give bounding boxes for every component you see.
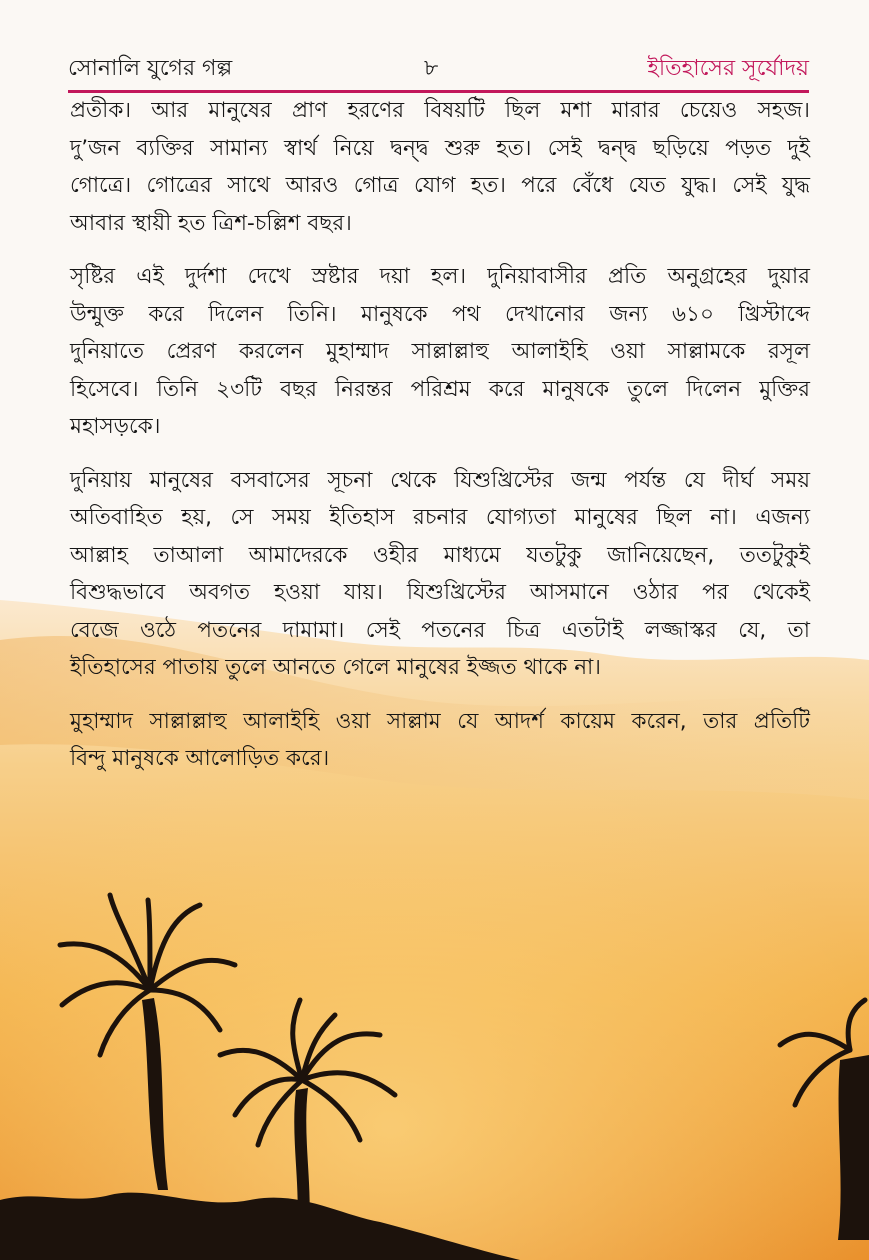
text-line: হিসেবে। তিনি ২৩টি বছর নিরন্তর পরিশ্রম করে মানুষকে তুলে দিলেন মুক্তির	[70, 376, 810, 402]
text-line: দুনিয়াতে প্রেরণ করলেন মুহাম্মাদ সাল্লাল্লাহু আলাইহি ওয়া সাল্লামকে রসূল	[70, 339, 810, 364]
text-line: অতিবাহিত হয়, সে সময় ইতিহাস রচনার যোগ্যতা মানুষের ছিল না। এজন্য	[70, 505, 810, 530]
text-line: প্রতীক। আর মানুষের প্রাণ হরণের বিষয়টি ছিল মশা মারার চেয়েও সহজ।	[70, 98, 810, 123]
text-line: উন্মুক্ত করে দিলেন তিনি। মানুষকে পথ দেখানোর জন্য ৬১০ খ্রিস্টাব্দে	[70, 301, 810, 327]
book-title: সোনালি যুগের গল্প	[68, 56, 233, 81]
paragraph	[70, 92, 810, 242]
text-line: গোত্রে। গোত্রের সাথে আরও গোত্র যোগ হত। পরে বেঁধে যেত যুদ্ধ। সেই যুদ্ধ	[70, 173, 810, 198]
text-line: মহাসড়কে।	[70, 414, 161, 439]
text-line: দুনিয়ায় মানুষের বসবাসের সূচনা থেকে যিশুখ্রিস্টের জন্ম পর্যন্ত যে দীর্ঘ সময়	[70, 467, 810, 493]
text-line: মুহাম্মাদ সাল্লাল্লাহু আলাইহি ওয়া সাল্লাম যে আদর্শ কায়েম করেন, তার প্রতিটি	[70, 708, 810, 734]
text-line: বেজে ওঠে পতনের দামামা। সেই পতনের চিত্র এতটাই লজ্জাস্কর যে, তা	[70, 617, 810, 643]
text-line: আবার স্থায়ী হত ত্রিশ-চল্লিশ বছর।	[70, 210, 352, 236]
page-number: ৮	[424, 56, 439, 81]
text-line: আল্লাহ তাআলা আমাদেরকে ওহীর মাধ্যমে যতটুকু জানিয়েছেন, ততটুকুই	[70, 542, 810, 568]
chapter-title: ইতিহাসের সূর্যোদয়	[647, 56, 809, 81]
running-header	[68, 42, 809, 93]
paragraph	[70, 258, 810, 446]
body-text	[70, 92, 810, 794]
text-line: ইতিহাসের পাতায় তুলে আনতে গেলে মানুষের ইজ্জত থাকে না।	[70, 655, 601, 680]
text-line: দু’জন ব্যক্তির সামান্য স্বার্থ নিয়ে দ্বন্দ্ব শুরু হত। সেই দ্বন্দ্ব ছড়িয়ে পড়ত দুই	[70, 135, 810, 161]
text-line: বিন্দু মানুষকে আলোড়িত করে।	[70, 746, 330, 771]
text-line: সৃষ্টির এই দুর্দশা দেখে স্রষ্টার দয়া হল। দুনিয়াবাসীর প্রতি অনুগ্রহের দুয়ার	[70, 264, 810, 289]
paragraph	[70, 703, 810, 778]
text-line: বিশুদ্ধভাবে অবগত হওয়া যায়। যিশুখ্রিস্টের আসমানে ওঠার পর থেকেই	[70, 580, 810, 605]
paragraph	[70, 462, 810, 687]
